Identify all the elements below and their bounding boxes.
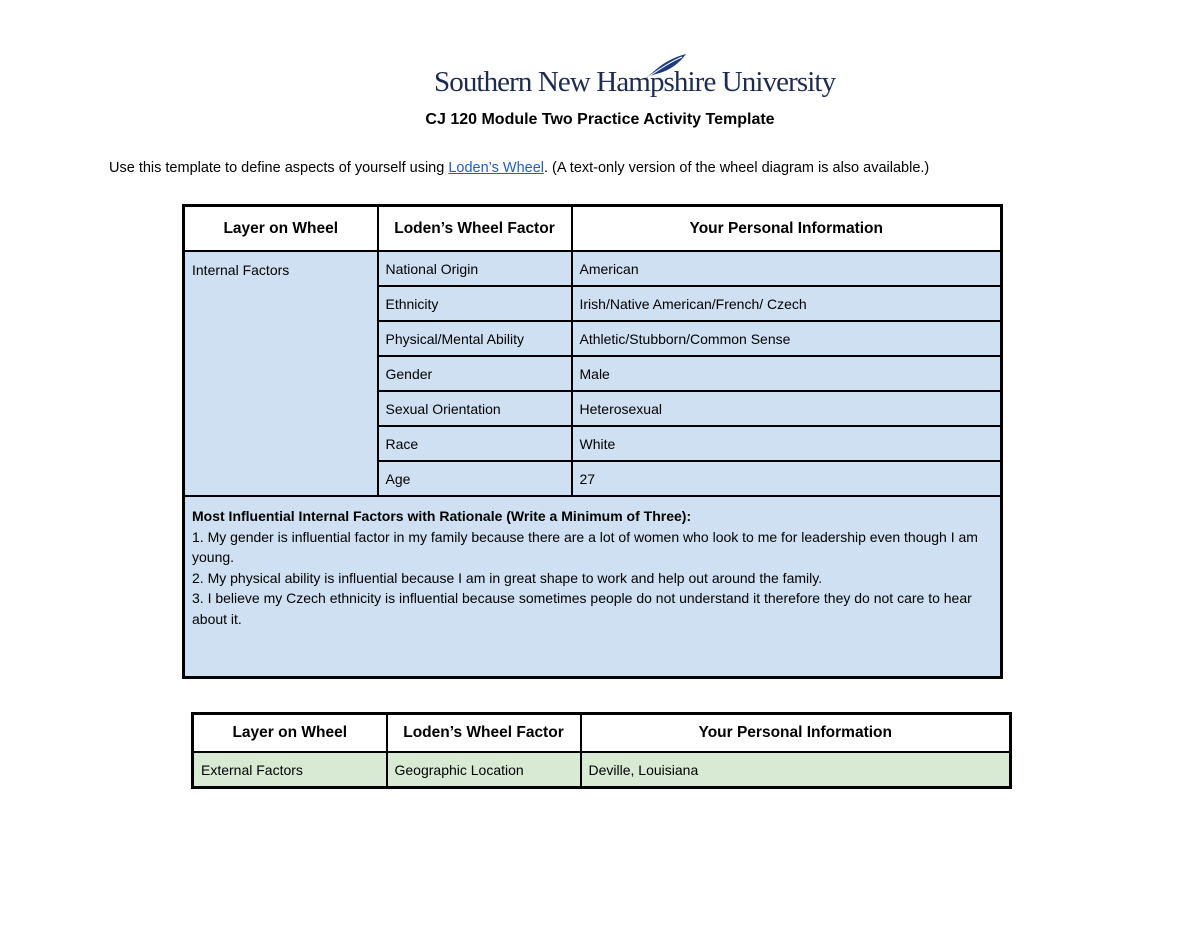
info-cell: Athletic/Stubborn/Common Sense — [572, 321, 1002, 356]
rationale-item: 3. I believe my Czech ethnicity is influential because sometimes people do not understand it therefore they do not care to hear about it. — [192, 590, 972, 627]
document-title: CJ 120 Module Two Practice Activity Template — [425, 111, 775, 128]
table-row — [193, 752, 1011, 788]
info-cell: Deville, Louisiana — [581, 752, 1011, 788]
header-layer-on-wheel: Layer on Wheel — [193, 714, 387, 753]
factor-cell: Age — [378, 461, 572, 496]
factor-cell: Physical/Mental Ability — [378, 321, 572, 356]
intro-text-before: Use this template to define aspects of yourself using — [109, 160, 449, 176]
factor-cell: Ethnicity — [378, 286, 572, 321]
info-cell: Heterosexual — [572, 391, 1002, 426]
header-row — [193, 714, 1011, 753]
factor-cell: Geographic Location — [387, 752, 581, 788]
header-layer-on-wheel: Layer on Wheel — [184, 206, 378, 252]
layer-internal-factors: Internal Factors — [184, 251, 378, 496]
rationale-item: 2. My physical ability is influential because I am in great shape to work and help out around the family. — [192, 569, 823, 586]
table-row — [184, 251, 1002, 286]
rationale-heading: Most Influential Internal Factors with Rationale (Write a Minimum of Three): — [192, 508, 692, 524]
intro-text-after: . (A text-only version of the wheel diagram is also available.) — [544, 160, 930, 176]
factor-cell: National Origin — [378, 251, 572, 286]
external-factors-table — [191, 712, 1012, 789]
intro-paragraph — [109, 160, 929, 176]
header-lodens-wheel-factor: Loden’s Wheel Factor — [387, 714, 581, 753]
info-cell: Irish/Native American/French/ Czech — [572, 286, 1002, 321]
header-personal-information: Your Personal Information — [572, 206, 1002, 252]
factor-cell: Sexual Orientation — [378, 391, 572, 426]
university-logo — [434, 52, 836, 104]
rationale-item: 1. My gender is influential factor in my family because there are a lot of women who look to me for leadership even though I am young. — [192, 528, 978, 565]
header-personal-information: Your Personal Information — [581, 714, 1011, 753]
info-cell: American — [572, 251, 1002, 286]
rationale-cell — [184, 496, 1002, 678]
factor-cell: Race — [378, 426, 572, 461]
header-lodens-wheel-factor: Loden’s Wheel Factor — [378, 206, 572, 252]
rationale-row — [184, 496, 1002, 678]
layer-external-factors: External Factors — [193, 752, 387, 788]
lodens-wheel-link[interactable]: Loden’s Wheel — [448, 160, 544, 176]
info-cell: 27 — [572, 461, 1002, 496]
header-row — [184, 206, 1002, 252]
logo-wordmark: Southern New Hampshire University — [434, 66, 836, 98]
info-cell: Male — [572, 356, 1002, 391]
internal-factors-table — [182, 204, 1003, 679]
factor-cell: Gender — [378, 356, 572, 391]
info-cell: White — [572, 426, 1002, 461]
